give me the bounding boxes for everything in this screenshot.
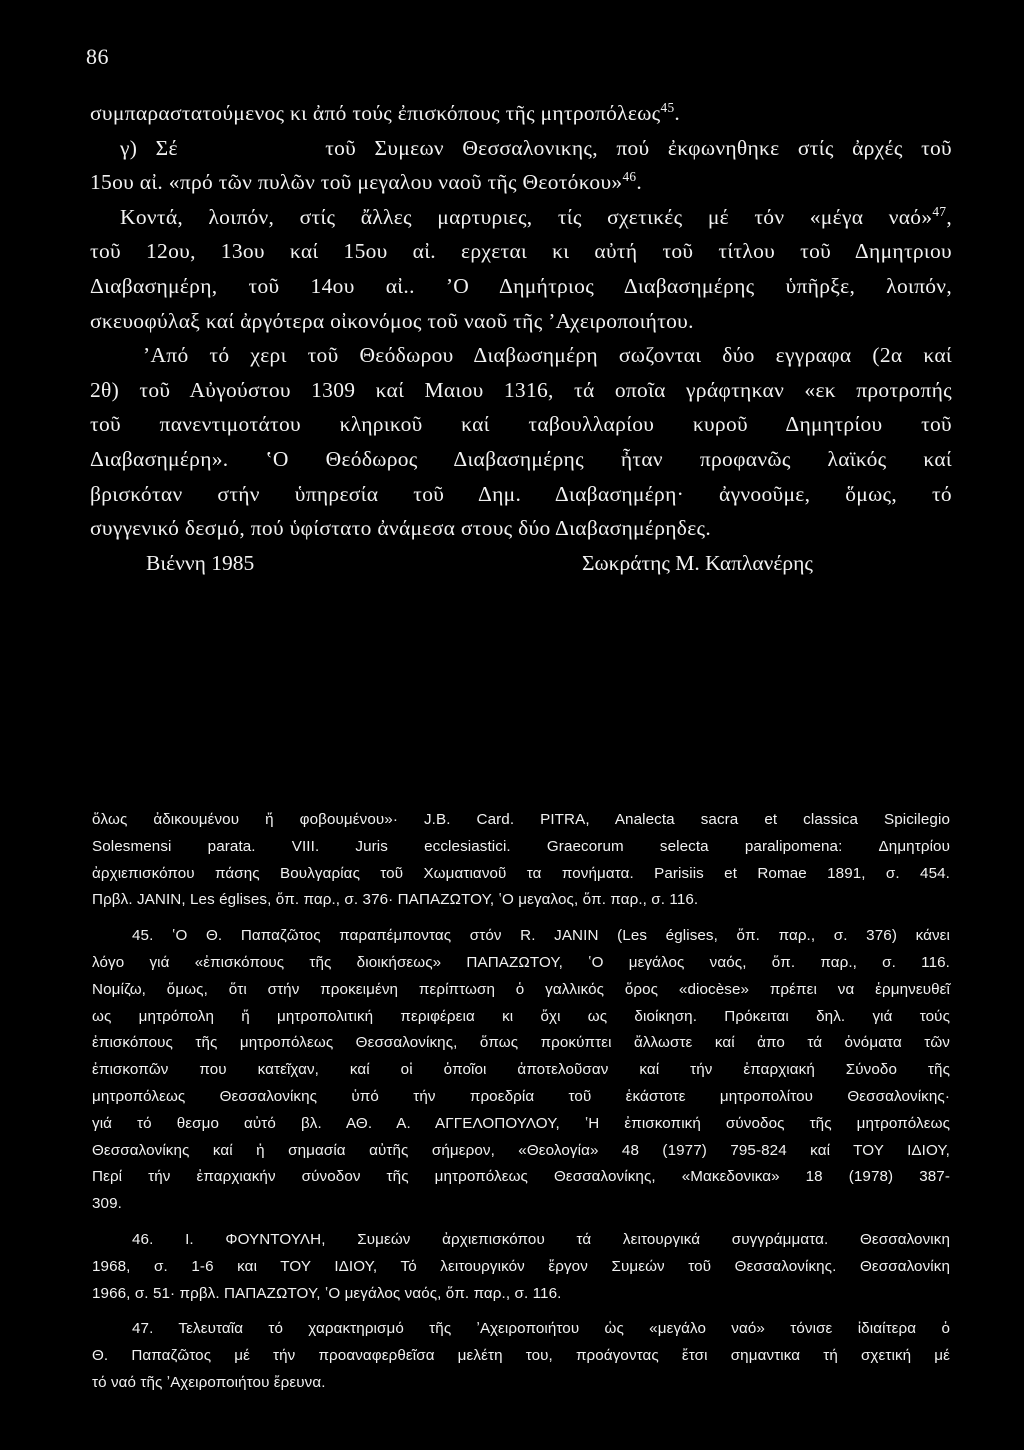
footnote-line: ἐπισκόπους τῆς μητροπόλεως Θεσσαλονίκης, ὅπως προκύπτει ἄλλωστε καί ἀπο τά ὀνόματα τῶν (92, 1034, 950, 1052)
footnote-line: 1968, σ. 1-6 και ΤΟΥ ΙΔΙΟΥ, Τό λειτουργικόν ἔργον Συμεών τοῦ Θεσσαλονίκης. Θεσσαλονίκη (92, 1257, 950, 1275)
footnote-line: 1966, σ. 51· πρβλ. ΠΑΠΑΖΩΤΟΥ, ʽΟ μεγάλος ναός, ὅπ. παρ., σ. 116. (92, 1284, 562, 1302)
footnote-line: 46. Ι. ΦΟΥΝΤΟΥΛΗ, Συμεών ἀρχιεπισκόπου τά λειτουργικά συγγράμματα. Θεσσαλονικη (132, 1230, 950, 1248)
footnote-47 (92, 1316, 950, 1396)
body-line: βρισκόταν στήν ὑπηρεσία τοῦ Δημ. Διαβασημέρη· ἀγνοοῦμε, ὅμως, τό (90, 481, 952, 506)
footnote-line: 309. (92, 1195, 122, 1213)
page-number: 86 (86, 44, 109, 69)
body-line: 15ου αἰ. «πρό τῶν πυλῶν τοῦ μεγαλου ναοῦ τῆς Θεοτόκου»$^{46}$. (90, 169, 643, 195)
body-line: Διαβασημέρη». ʽΟ Θεόδωρος Διαβασημέρης ἦταν προφανῶς λαϊκός καί (90, 446, 952, 471)
body-line: Κοντά, λοιπόν, στίς ἄλλες μαρτυριες, τίς σχετικές μέ τόν «μέγα ναό»$^{47}$, (120, 203, 952, 229)
footnote-continuation (92, 807, 950, 914)
body-line: Διαβασημέρη, τοῦ 14ου αἰ.. ʼΟ Δημήτριος Διαβασημέρης ὑπῆρξε, λοιπόν, (90, 273, 952, 298)
body-line: 2θ) τοῦ Αὐγούστου 1309 καί Μαιου 1316, τά οποῖα γράφτηκαν «εκ προτροπής (90, 377, 952, 402)
footnote-line: Περί τήν ἐπαρχιακήν σύνοδον τῆς μητροπόλεως Θεσσαλονίκης, «Μακεδονικα» 18 (1978) 387- (92, 1168, 950, 1186)
footnote-line: Θεσσαλονίκης καί ἡ σημασία αὐτῆς σήμερον, «Θεολογία» 48 (1977) 795-824 καί ΤΟΥ ΙΔΙΟΥ, (92, 1141, 950, 1159)
footnote-line: Πρβλ. JANIN, Les églises, ὅπ. παρ., σ. 376· ΠΑΠΑΖΩΤΟΥ, ʽΟ μεγαλος, ὅπ. παρ., σ. 116. (92, 891, 699, 909)
footnote-45 (92, 923, 950, 1218)
footnote-line: γιά τό θεσμο αὐτό βλ. ΑΘ. Α. ΑΓΓΕΛΟΠΟΥΛΟΥ, ʽΗ ἐπισκοπική σύνοδος τῆς μητροπόλεως (92, 1114, 950, 1132)
footnote-line: ἐπισκοπῶν που κατεῖχαν, καί οἱ ὁποῖοι ἀποτελοῦσαν καί τήν ἐπαρχιακή Σύνοδο τῆς (92, 1061, 950, 1079)
footnote-46 (92, 1227, 950, 1307)
footnote-line: ως μητρόπολη ἤ μητροπολιτική περιφέρεια κι ὄχι ως διοίκηση. Πρόκειται δηλ. γιά τούς (92, 1007, 950, 1025)
body-line: τοῦ πανεντιμοτάτου κληρικοῦ καί ταβουλλαρίου κυροῦ Δημητρίου τοῦ (90, 412, 952, 437)
footnote-line: ἀρχιεπισκόπου πάσης Βουλγαρίας τοῦ Χωματιανοῦ τα πονήματα. Parisiis et Romae 1891, σ. 454. (92, 864, 950, 882)
footnote-line: Solesmensi parata. VIII. Juris ecclesiastici. Graecorum selecta paralipomena: Δημητρίου (92, 837, 950, 855)
signature-author: Σωκράτης Μ. Καπλανέρης (582, 551, 813, 575)
main-text (90, 96, 952, 546)
body-line: ʼΑπό τό χερι τοῦ Θεόδωρου Διαβωσημέρη σωζονται δύο εγγραφα (2α καί (143, 343, 952, 368)
body-line: συγγενικό δεσμό, πού ὑφίστατο ἀνάμεσα στους δύο Διαβασημέρηδες. (90, 516, 712, 541)
body-line: γ) Σέ τοῦ Συμεων Θεσσαλονικης, πού ἐκφωνηθηκε στίς ἀρχές τοῦ (120, 135, 952, 160)
footnotes (92, 807, 950, 1406)
footnote-line: μητροπόλεως Θεσσαλονίκης ὑπό τήν προεδρία τοῦ ἑκάστοτε μητροπολίτου Θεσσαλονίκης· (92, 1087, 950, 1105)
body-line: σκευοφύλαξ καί ἀργότερα οἰκονόμος τοῦ ναοῦ τῆς ʼΑχειροποιήτου. (90, 308, 694, 333)
footnote-line: 45. ʽΟ Θ. Παπαζῶτος παραπέμποντας στόν R. JANIN (Les églises, ὅπ. παρ., σ. 376) κάνει (132, 927, 950, 945)
body-line: συμπαραστατούμενος κι ἀπό τούς ἐπισκόπους τῆς μητροπόλεως$^{45}$. (90, 99, 681, 125)
footnote-line: λόγο γιά «ἐπισκόπους τῆς διοικήσεως» ΠΑΠΑΖΩΤΟΥ, ʽΟ μεγάλος ναός, ὅπ. παρ., σ. 116. (92, 953, 950, 971)
footnote-line: τό ναό τῆς ʼΑχειροποιήτου ἔρευνα. (92, 1373, 326, 1391)
footnote-line: 47. Τελευταῖα τό χαρακτηρισμό τῆς ʼΑχειροποιήτου ὡς «μεγάλο ναό» τόνισε ἰδιαίτερα ὁ (132, 1320, 950, 1338)
signature-place: Βιέννη 1985 (146, 551, 255, 575)
body-line: τοῦ 12ου, 13ου καί 15ου αἰ. ερχεται κι αὐτή τοῦ τίτλου τοῦ Δημητριου (90, 239, 952, 264)
footnote-line: Νομίζω, ὅμως, ὅτι στήν προκειμένη περίπτωση ὁ γαλλικός ὅρος «diocèse» πρέπει να ἑρμηνευθεῖ (92, 980, 950, 998)
footnote-line: Θ. Παπαζῶτος μέ τήν προαναφερθεῖσα μελέτη του, προάγοντας ἔτσι σημαντικα τή σχετική μέ (92, 1347, 950, 1365)
footnote-line: ὅλως ἀδικουμένου ἤ φοβουμένου»· J.B. Card. PITRA, Analecta sacra et classica Spicilegio (92, 811, 950, 828)
